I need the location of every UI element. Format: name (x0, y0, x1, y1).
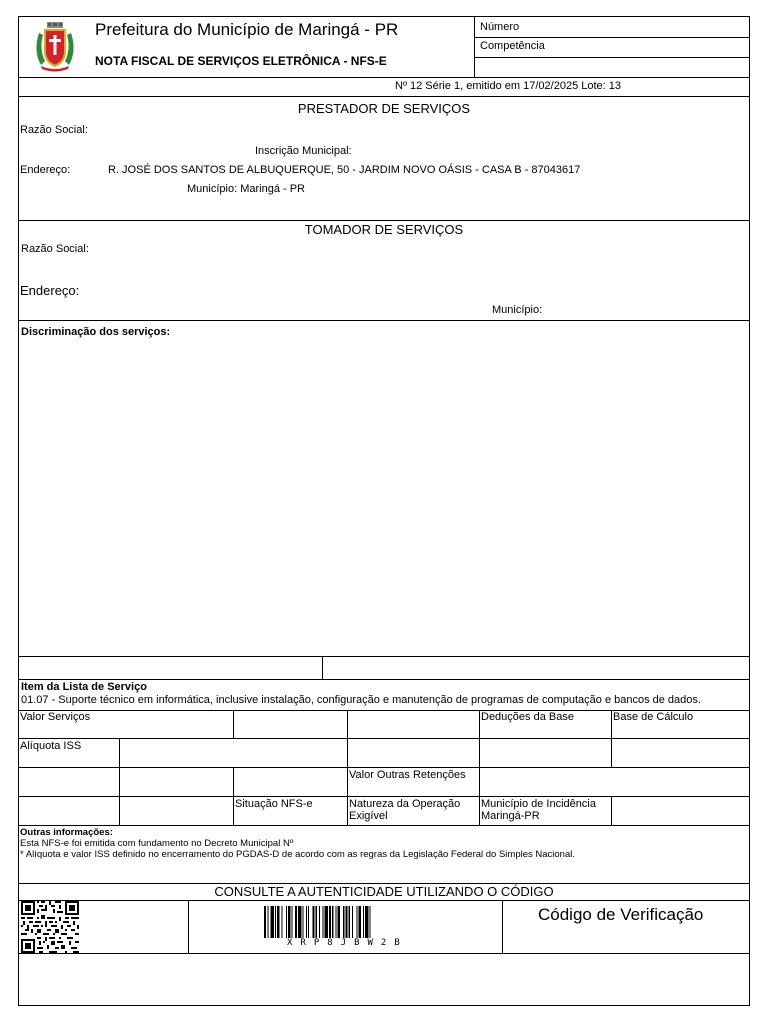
grid-v-r4-e (611, 796, 612, 825)
grid-v-r1-a (233, 710, 234, 738)
barcode-divider (502, 900, 503, 953)
maringa-crest-logo (31, 21, 79, 73)
document-title: NOTA FISCAL DE SERVIÇOS ELETRÔNICA - NFS-E (95, 54, 387, 68)
outras-info-line-2: * Alíquota e valor ISS definido no encerramento do PGDAS-D de acordo com as regras da Legislação Federal do Simples Nacional. (20, 849, 575, 860)
consult-label: CONSULTE A AUTENTICIDADE UTILIZANDO O CÓDIGO (214, 884, 554, 899)
discriminacao-bottom-rule (19, 656, 749, 657)
valor-outras-retencoes-label: Valor Outras Retenções (349, 769, 466, 781)
outras-info-line-1: Esta NFS-e foi emitida com fundamento no Decreto Municipal Nº (20, 838, 294, 849)
tomador-bottom-rule (19, 320, 749, 321)
grid-v-r3-c (347, 767, 348, 796)
grid-rule-2 (19, 767, 749, 768)
situacao-nfse-label: Situação NFS-e (235, 798, 313, 810)
prestador-bottom-rule (19, 220, 749, 221)
municipio-incidencia-value: Maringá-PR (481, 810, 540, 822)
qr-code (21, 901, 79, 953)
tomador-endereco-label: Endereço: (20, 283, 80, 298)
header-divider (474, 17, 475, 77)
crest-icon (31, 21, 79, 73)
nfse-document (18, 16, 750, 1006)
grid-v-r3-a (119, 767, 120, 796)
grid-v-r3-b (233, 767, 234, 796)
grid-rule-4 (19, 825, 749, 826)
discriminacao-label: Discriminação dos serviços: (21, 326, 171, 338)
base-calculo-label: Base de Cálculo (613, 711, 694, 723)
prestador-section-title: PRESTADOR DE SERVIÇOS (297, 101, 471, 116)
tomador-municipio-label: Município: (492, 304, 543, 316)
tomador-razao-social-label: Razão Social: (21, 243, 89, 255)
grid-rule-1 (19, 738, 749, 739)
grid-v-r4-d (479, 796, 480, 825)
prestador-razao-social-label: Razão Social: (20, 124, 88, 136)
tomador-section-title: TOMADOR DE SERVIÇOS (304, 222, 464, 237)
grid-v-r2-b (347, 738, 348, 767)
grid-v-r3-d (479, 767, 480, 796)
grid-v-r1-b (347, 710, 348, 738)
grid-v-r1-c (479, 710, 480, 738)
header-right-rule-2 (474, 57, 750, 58)
deducoes-base-label: Deduções da Base (481, 711, 574, 723)
header-right-rule-1 (474, 37, 750, 38)
item-lista-value: 01.07 - Suporte técnico em informática, inclusive instalação, configuração e manutenção de programas de computação e bancos de dados. (21, 694, 701, 706)
grid-v-r4-c (347, 796, 348, 825)
barcode-icon (264, 906, 424, 938)
grid-v-r1-d (611, 710, 612, 738)
barcode (264, 906, 424, 938)
emission-rule (19, 96, 749, 97)
municipality-title: Prefeitura do Município de Maringá - PR (95, 20, 399, 39)
grid-v-r2-a (119, 738, 120, 767)
verification-code-label: Código de Verificação (538, 905, 704, 924)
outras-info-label: Outras informações: (20, 827, 113, 838)
aliquota-iss-label: Alíquota ISS (20, 740, 82, 752)
header-bottom-rule (19, 77, 749, 78)
barcode-text: XRP8JBW2B (287, 938, 408, 948)
item-lista-label: Item da Lista de Serviço (21, 681, 147, 693)
valor-servicos-label: Valor Serviços (20, 711, 91, 723)
consult-rule (19, 900, 749, 901)
grid-v-r2-c (479, 738, 480, 767)
qr-code-icon (21, 901, 79, 953)
grid-rule-3 (19, 796, 749, 797)
emission-line: Nº 12 Série 1, emitido em 17/02/2025 Lote: 13 (395, 80, 621, 92)
blank-row-bottom-rule (19, 679, 749, 680)
prestador-municipio: Município: Maringá - PR (187, 183, 305, 195)
prestador-endereco-label: Endereço: (20, 164, 71, 176)
grid-v-r4-a (119, 796, 120, 825)
blank-row-divider (322, 656, 323, 679)
prestador-endereco-value: R. JOSÉ DOS SANTOS DE ALBUQUERQUE, 50 - JARDIM NOVO OÁSIS - CASA B - 87043617 (108, 164, 581, 176)
auth-bottom-rule (19, 953, 749, 954)
qr-divider (188, 900, 189, 953)
municipio-incidencia-label: Município de Incidência (481, 798, 596, 810)
natureza-operacao-label: Natureza da Operação Exigível (349, 798, 461, 822)
prestador-inscricao-label: Inscrição Municipal: (255, 145, 352, 157)
numero-label: Número (480, 21, 520, 33)
grid-v-r2-d (611, 738, 612, 767)
competencia-label: Competência (480, 40, 545, 52)
grid-v-r4-b (233, 796, 234, 825)
